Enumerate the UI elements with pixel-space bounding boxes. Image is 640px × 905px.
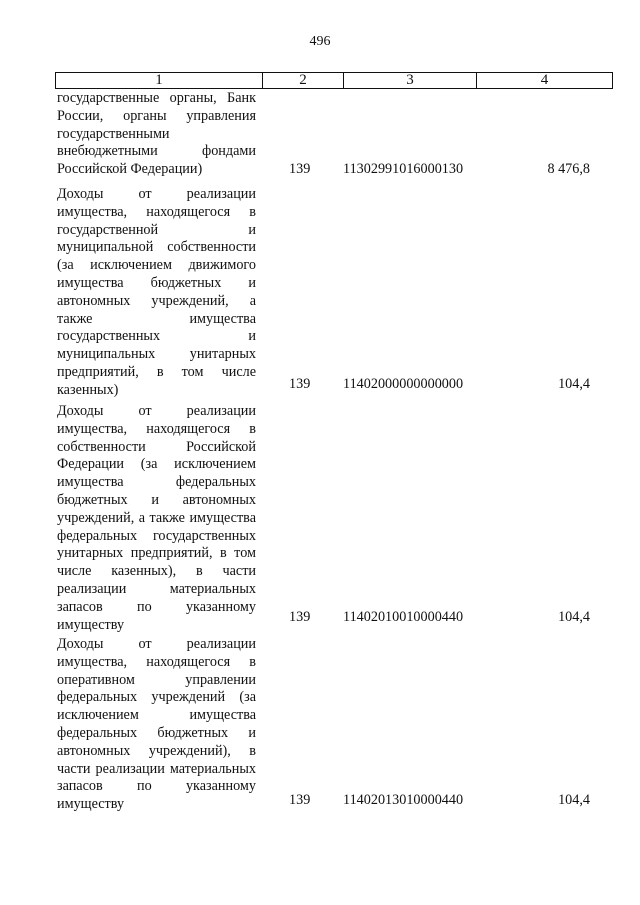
row-code-col2: 139: [289, 609, 311, 625]
row-code-col2: 139: [289, 161, 311, 177]
row-code-col2: 139: [289, 376, 311, 392]
row-amount: 104,4: [558, 609, 590, 625]
column-header-2: 2: [263, 73, 344, 89]
row-amount: 104,4: [558, 792, 590, 808]
row-code-col3: 11302991016000130: [343, 161, 464, 177]
row-code-col3: 11402000000000000: [343, 376, 464, 392]
row-code-col2: 139: [289, 792, 311, 808]
column-header-4: 4: [477, 73, 613, 89]
row-code-col3: 11402013010000440: [343, 792, 464, 808]
row-description: Доходы от реализации имущества, находящегося в оперативном управлении федеральных учреждений (за исключением имущества федеральных бюджетных и автономных учреждений), в части реализации материальных запасов по указанному имуществу: [57, 636, 256, 813]
row-description: Доходы от реализации имущества, находящегося в собственности Российской Федерации (за исключением имущества федеральных бюджетных и автономных учреждений, а также имущества федеральных государственных унитарных предприятий, в том числе казенных), в части реализации материальных запасов по указанному имуществу: [57, 403, 256, 633]
column-header-3: 3: [344, 73, 477, 89]
row-amount: 104,4: [558, 376, 590, 392]
row-description: Доходы от реализации имущества, находящегося в государственной и муниципальной собственности (за исключением движимого имущества бюджетных и автономных учреждений, а также имущества государственных и муниципальных унитарных предприятий, в том числе казенных): [57, 186, 256, 398]
column-header-table: [55, 72, 613, 89]
row-amount: 8 476,8: [547, 161, 590, 177]
row-description: государственные органы, Банк России, органы управления государственными внебюджетными фондами Российской Федерации): [57, 90, 256, 178]
column-header-row: [56, 73, 613, 89]
row-code-col3: 11402010010000440: [343, 609, 464, 625]
column-header-1: 1: [56, 73, 263, 89]
page-number: 496: [309, 34, 331, 49]
